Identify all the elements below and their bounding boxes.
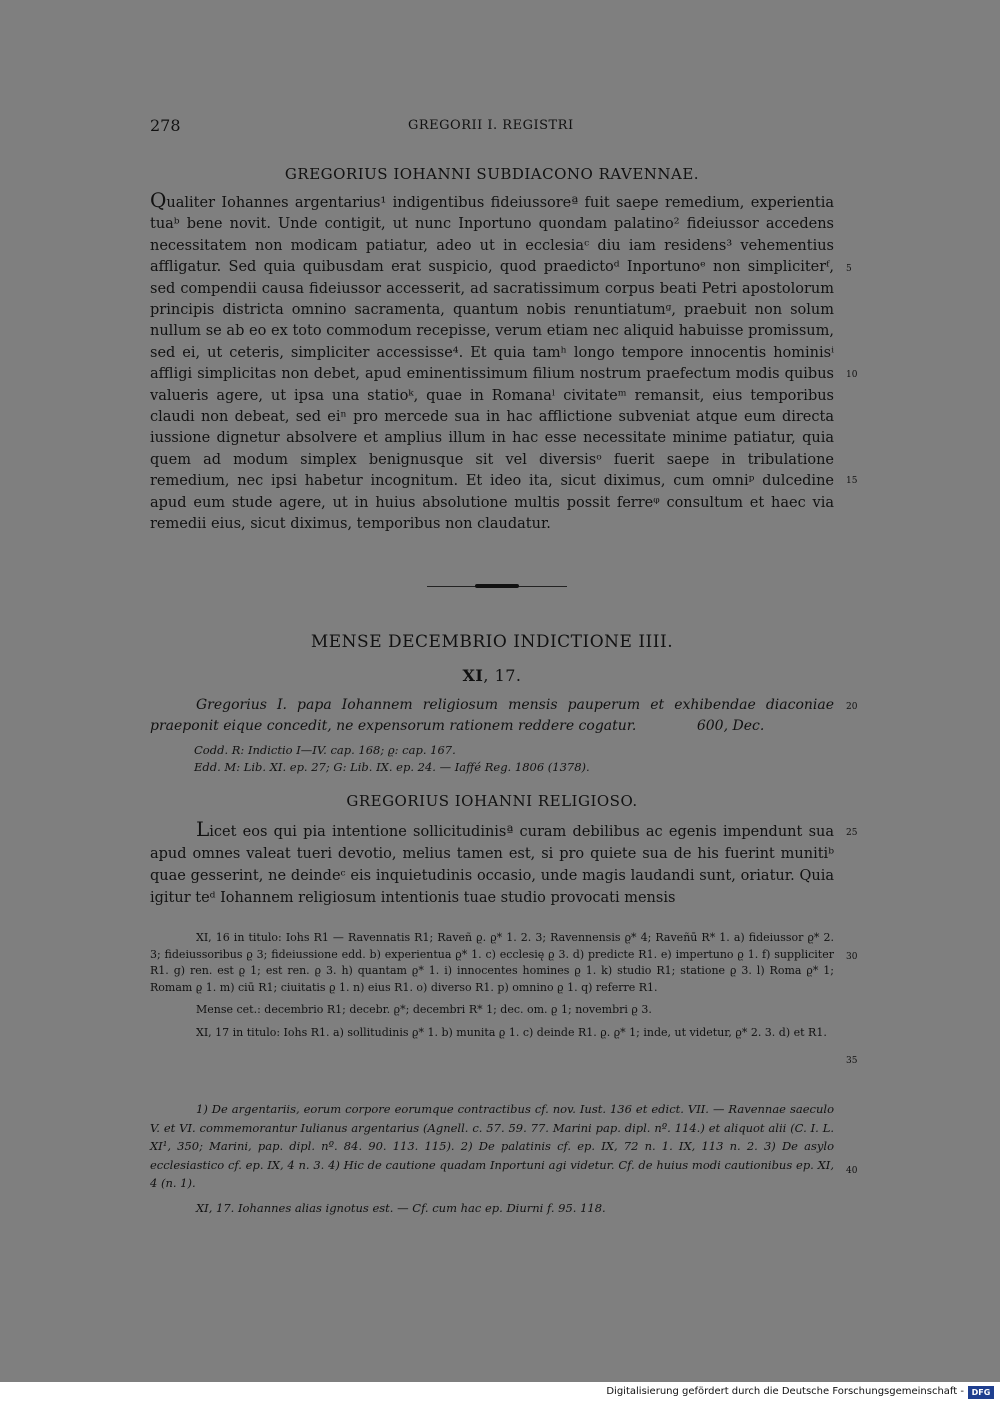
regest-date: 600, Dec. — [696, 718, 765, 734]
funding-credit: Digitalisierung gefördert durch die Deutsche Forschungsgemeinschaft - — [606, 1386, 964, 1397]
page-number: 278 — [150, 116, 181, 135]
running-title: GREGORII I. REGISTRI — [408, 118, 574, 133]
letter2-title: GREGORIUS IOHANNI RELIGIOSO. — [346, 792, 638, 810]
line-number: 20 — [846, 702, 858, 712]
ornamental-rule — [427, 584, 567, 590]
line-number: 25 — [846, 828, 858, 838]
letter1-dropcap: Q — [150, 188, 167, 212]
line-number: 30 — [846, 952, 858, 962]
regest-summary: Gregorius I. papa Iohannem religiosum mensis pauperum et exhibendae diaconiae praeponit eique concedit, ne expensorum rationem reddere cogatur. — [150, 697, 834, 734]
regest — [150, 695, 834, 737]
dfg-logo: DFG — [968, 1386, 994, 1399]
line-number: 5 — [846, 264, 852, 274]
critical-apparatus — [150, 930, 834, 1042]
letter2-dropcap: L — [196, 817, 210, 841]
line-number: 10 — [846, 370, 858, 380]
line-number: 15 — [846, 476, 858, 486]
line-number: 35 — [846, 1056, 858, 1066]
letter1-title: GREGORIUS IOHANNI SUBDIACONO RAVENNAE. — [284, 165, 700, 183]
letter2-text: icet eos qui pia intentione sollicitudinisª curam debilibus ac egenis impendunt sua apud omnes valeat tueri devotio, melius tamen est, si pro quiete sua de his fuerint munitiᵇ quae gesserint, ne deindeᶜ eis inquietudinis occasio, unde magis laudandi sunt, oriatur. Quia igitur teᵈ Iohannem religiosum intentionis tuae studio provocati mensis — [150, 824, 834, 906]
letter1-body — [150, 190, 834, 536]
edd-line: Edd. M: Lib. XI. ep. 27; G: Lib. IX. ep. 24. — Iaffé Reg. 1806 (1378). — [194, 760, 590, 774]
codd-line: Codd. R: Indictio I—IV. cap. 168; ϱ: cap. 167. — [194, 743, 456, 757]
footnote-paragraph: 1) De argentariis, eorum corpore eorumque contractibus cf. nov. Iust. 136 et edict. VII. — Ravennae saeculo V. et VI. commemorantur Iulianus argentarius (Agnell. c. 57. 59. 77. Marini pap. dipl. nº. 114.) et aliquot alii (C. I. L. XI¹, 350; Marini, pap. dipl. nº. 84. 90. 113. 115). 2) De palatinis cf. ep. IX, 72 n. 1. IX, 113 n. 2. 3) De asylo ecclesiastico cf. ep. IX, 4 n. 3. 4) Hic de cautione quadam Inportuni agi videtur. Cf. de huius modi cautionibus ep. XI, 4 (n. 1). — [150, 1102, 834, 1190]
footer-bar — [0, 1382, 1000, 1404]
footnotes — [150, 1100, 834, 1217]
letter-number — [150, 666, 834, 685]
section-title: MENSE DECEMBRIO INDICTIONE IIII. — [310, 632, 674, 652]
letter-number-rest: , 17. — [483, 666, 522, 685]
letter1-text: ualiter Iohannes argentarius¹ indigentibus fideiussoreª fuit saepe remedium, experientia tuaᵇ bene novit. Unde contigit, ut nunc Inportuno quondam palatino² fideiussor accedens necessitatem non modicam patiatur, adeo ut in ecclesiaᶜ diu iam residens³ vehementius affligatur. Sed quia quibusdam erat suspicio, quod praedictoᵈ Inportunoᵉ non simpliciterᶠ, sed compendii causa fideiussor accesserit, ad sacratissimum corpus beati Petri apostolorum principis districta omnino sacramenta, quantum nobis renuntiatumᵍ, praebuit non solum nullum se ab eo ex toto commodum recepisse, verum etiam nec aliquid habuisse promissum, sed ei, ut ceteris, simpliciter accessisse⁴. Et quia tamʰ longo tempore innocentis hominisⁱ affligi simplicitas non debet, apud eminentissimum filium nostrum praefectum modis quibus valueris agere, ut ipsa una statioᵏ, quae in Romanaˡ civitateᵐ remansit, eius temporibus claudi non debeat, sed eiⁿ pro mercede sua in hac afflictione subveniat atque eum directa iussione dignetur absolvere et amplius illum in hac esse necessitate minime patiatur, quia quem ad modum simplex benignusque sit vel diversisᵒ fuerit saepe in tribulatione remedium, nec ipsi habetur incognitum. Et ideo ita, sicut diximus, cum omniᵖ dulcedine apud eum stude agere, ut in huius absolutione multis possit ferreᵠ consultum et haec via remedii eius, sicut diximus, temporibus non claudatur. — [150, 195, 834, 533]
apparatus-paragraph: Mense cet.: decembrio R1; decebr. ϱ*; decembri R* 1; dec. om. ϱ 1; novembri ϱ 3. — [196, 1003, 652, 1017]
letter-number-bold: XI — [462, 666, 484, 685]
letter2-body — [150, 818, 834, 909]
footnote-paragraph: XI, 17. Iohannes alias ignotus est. — Cf. cum hac ep. Diurni f. 95. 118. — [196, 1200, 606, 1215]
apparatus-paragraph: XI, 16 in titulo: Iohs R1 — Ravennatis R1; Raveñ ϱ. ϱ* 1. 2. 3; Ravennensis ϱ* 4; Raveñū R* 1. a) fideiussor ϱ* 2. 3; fideiussoribus ϱ 3; fideiussione edd. b) experientua ϱ* 1. c) ecclesię ϱ 3. d) predicte R1. e) impertuno ϱ 1. f) suppliciter R1. g) ren. est ϱ 1; est ren. ϱ 3. h) quantam ϱ* 1. i) innocentes homines ϱ 1. k) studio R1; statione ϱ 3. l) Roma ϱ* 1; Romam ϱ 1. m) ciū R1; ciuitatis ϱ 1. n) eius R1. o) diverso R1. p) omnino ϱ 1. q) referre R1. — [150, 931, 834, 994]
line-number: 40 — [846, 1166, 858, 1176]
apparatus-paragraph: XI, 17 in titulo: Iohs R1. a) sollitudinis ϱ* 1. b) munita ϱ 1. c) deinde R1. ϱ. ϱ* 1; inde, ut videtur, ϱ* 2. 3. d) et R1. — [196, 1025, 827, 1039]
running-head — [0, 116, 1000, 138]
regest-sources — [194, 742, 834, 776]
